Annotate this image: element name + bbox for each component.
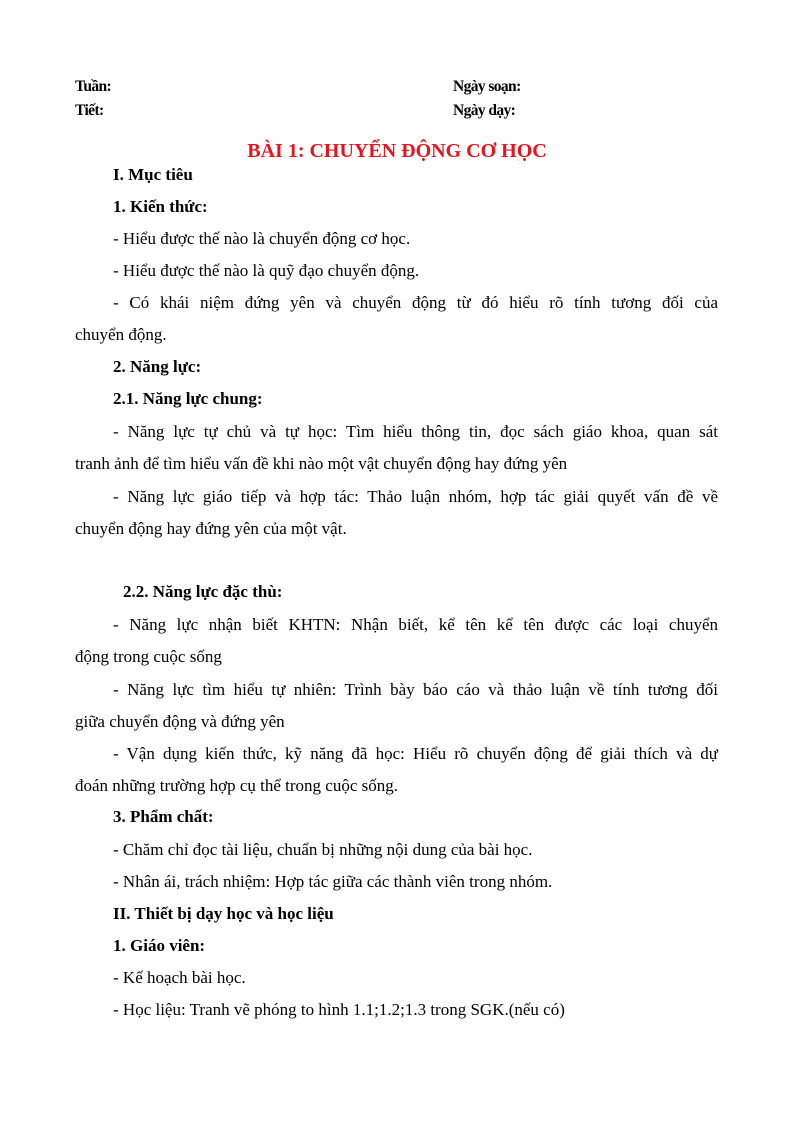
paragraph-line: - Có khái niệm đứng yên và chuyển động từ đó hiểu rõ tính tương đối của: [113, 293, 718, 312]
knowledge-item: - Hiểu được thế nào là chuyển động cơ học.: [113, 229, 411, 248]
knowledge-heading: 1. Kiến thức:: [113, 197, 208, 216]
qualities-item: - Chăm chỉ đọc tài liệu, chuẩn bị những nội dung của bài học.: [113, 840, 533, 859]
qualities-item: - Nhân ái, trách nhiệm: Hợp tác giữa các thành viên trong nhóm.: [113, 872, 553, 891]
specific-competency-application: [75, 738, 718, 802]
teacher-item: - Học liệu: Tranh vẽ phóng to hình 1.1;1.2;1.3 trong SGK.(nếu có): [113, 1000, 565, 1019]
paragraph-line: chuyển động.: [75, 325, 167, 344]
week-label: Tuần:: [75, 78, 112, 95]
teacher-item: - Kế hoạch bài học.: [113, 968, 246, 987]
period-label: Tiết:: [75, 102, 104, 119]
paragraph-line: - Vận dụng kiến thức, kỹ năng đã học: Hiểu rõ chuyển động để giải thích và dự: [113, 744, 718, 763]
paragraph-line: động trong cuộc sống: [75, 647, 222, 666]
knowledge-item: - Hiểu được thế nào là quỹ đạo chuyển động.: [113, 261, 420, 280]
teacher-heading: 1. Giáo viên:: [113, 936, 206, 955]
specific-competency-heading: 2.2. Năng lực đặc thù:: [123, 582, 283, 601]
prepared-date-label: Ngày soạn:: [453, 78, 521, 95]
paragraph-line: - Năng lực tự chủ và tự học: Tìm hiểu thông tin, đọc sách giáo khoa, quan sát: [113, 422, 718, 441]
general-competency-heading: 2.1. Năng lực chung:: [113, 389, 263, 408]
general-competency-self-study: [75, 416, 718, 480]
lesson-title: BÀI 1: CHUYỂN ĐỘNG CƠ HỌC: [247, 140, 547, 162]
paragraph-line: - Năng lực nhận biết KHTN: Nhận biết, kể tên kể tên được các loại chuyển: [113, 615, 718, 634]
paragraph-line: giữa chuyển động và đứng yên: [75, 712, 285, 731]
qualities-heading: 3. Phẩm chất:: [113, 807, 214, 826]
paragraph-line: tranh ảnh để tìm hiểu vấn đề khi nào một vật chuyển động hay đứng yên: [75, 454, 568, 473]
competency-heading: 2. Năng lực:: [113, 357, 202, 376]
section-equipment-heading: II. Thiết bị dạy học và học liệu: [113, 904, 334, 923]
paragraph-line: - Năng lực tìm hiểu tự nhiên: Trình bày báo cáo và thảo luận về tính tương đối: [113, 680, 718, 699]
paragraph-line: đoán những trường hợp cụ thể trong cuộc sống.: [75, 776, 398, 795]
general-competency-communication: [75, 481, 718, 545]
section-objectives-heading: I. Mục tiêu: [113, 165, 193, 184]
paragraph-line: chuyển động hay đứng yên của một vật.: [75, 519, 347, 538]
teaching-date-label: Ngày dạy:: [453, 102, 516, 119]
knowledge-item-relative-motion: [75, 287, 718, 351]
specific-competency-recognition: [75, 609, 718, 673]
paragraph-line: - Năng lực giáo tiếp và hợp tác: Thảo luận nhóm, hợp tác giải quyết vấn đề về: [113, 487, 718, 506]
specific-competency-exploration: [75, 674, 718, 738]
